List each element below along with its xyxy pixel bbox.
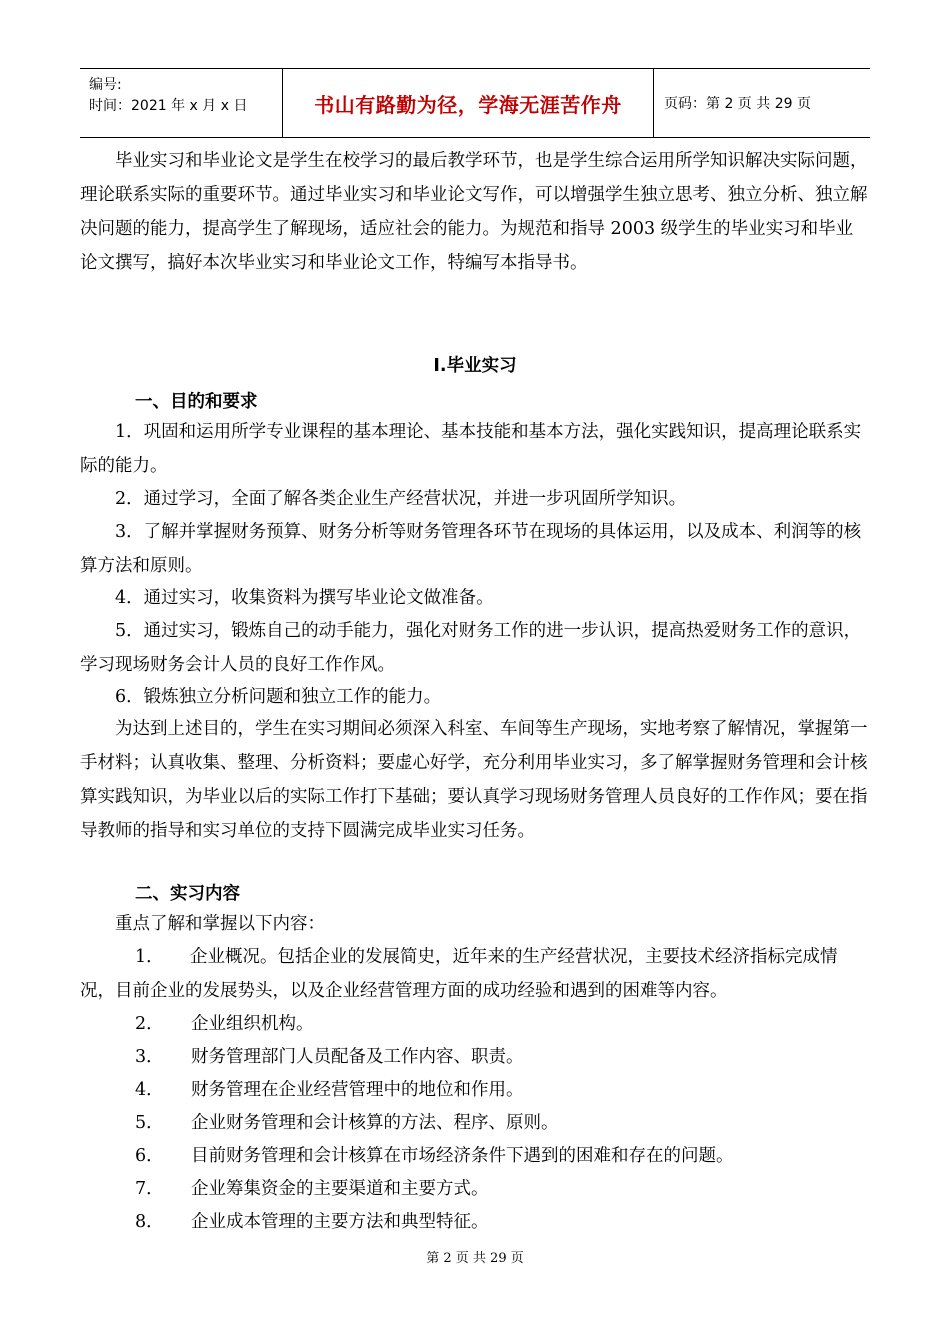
s1-item-5: 5．通过实习，锻炼自己的动手能力，强化对财务工作的进一步认识，提高热爱财务工作的意识，学习现场财务会计人员的良好工作作风。: [80, 621, 862, 675]
s2-lead: 重点了解和掌握以下内容：: [115, 914, 325, 934]
s2-item-5-num: 5．: [135, 1113, 164, 1133]
s2-item-4-text: 财务管理在企业经营管理中的地位和作用。: [191, 1080, 524, 1100]
s1-item-4: 4．通过实习，收集资料为撰写毕业论文做准备。: [115, 588, 494, 608]
intro-paragraph: 毕业实习和毕业论文是学生在校学习的最后教学环节，也是学生综合运用所学知识解决实际问题，理论联系实际的重要环节。通过毕业实习和毕业论文写作，可以增强学生独立思考、独立分析、独立解决问题的能力，提高学生了解现场，适应社会的能力。为规范和指导 2003 级学生的毕业实习和毕业论文撰写，搞好本次毕业实习和毕业论文工作，特编写本指导书。: [80, 151, 868, 273]
s1-item-1: 1．巩固和运用所学专业课程的基本理论、基本技能和基本方法，强化实践知识，提高理论联系实际的能力。: [80, 422, 862, 476]
s2-item-2-num: 2．: [135, 1014, 164, 1034]
page-header: [80, 68, 870, 138]
header-motto: 书山有路勤为径，学海无涯苦作舟: [283, 69, 654, 137]
s2-item-7-num: 7．: [135, 1179, 164, 1199]
s2-item-2: [135, 1007, 314, 1041]
s2-item-6: [135, 1139, 734, 1173]
s2-item-1-text: 企业概况。包括企业的发展简史，近年来的生产经营状况，主要技术经济指标完成情况，目前企业的发展势头，以及企业经营管理方面的成功经验和遇到的困难等内容。: [80, 947, 838, 1001]
s2-item-6-num: 6．: [135, 1146, 164, 1166]
s2-item-7: [135, 1172, 489, 1206]
s2-item-5-text: 企业财务管理和会计核算的方法、程序、原则。: [191, 1113, 559, 1133]
part-title: Ⅰ.毕业实习: [433, 356, 517, 376]
s2-item-8-num: 8．: [135, 1212, 164, 1232]
s2-item-7-text: 企业筹集资金的主要渠道和主要方式。: [191, 1179, 489, 1199]
s2-item-6-text: 目前财务管理和会计核算在市场经济条件下遇到的困难和存在的问题。: [191, 1146, 734, 1166]
s2-item-3-text: 财务管理部门人员配备及工作内容、职责。: [191, 1047, 524, 1067]
s1-item-2: 2．通过学习，全面了解各类企业生产经营状况，并进一步巩固所学知识。: [115, 489, 687, 509]
s2-item-8-text: 企业成本管理的主要方法和典型特征。: [191, 1212, 489, 1232]
s2-item-1: [80, 940, 870, 1008]
header-page-label: 页码：第 2 页 共 29 页: [664, 96, 811, 112]
s2-item-1-num: 1．: [135, 947, 164, 967]
serial-label: 编号:: [89, 77, 122, 93]
header-meta: [80, 69, 283, 137]
section2-heading: 二、实习内容: [135, 884, 240, 904]
s2-item-4: [135, 1073, 524, 1107]
s2-item-3: [135, 1040, 524, 1074]
s1-item-3: 3．了解并掌握财务预算、财务分析等财务管理各环节在现场的具体运用，以及成本、利润等的核算方法和原则。: [80, 522, 862, 576]
s1-item-6: 6．锻炼独立分析问题和独立工作的能力。: [115, 687, 442, 707]
s2-item-3-num: 3．: [135, 1047, 164, 1067]
section1-heading: 一、目的和要求: [135, 392, 258, 412]
s2-item-4-num: 4．: [135, 1080, 164, 1100]
page-footer: 第 2 页 共 29 页: [426, 1251, 524, 1266]
s2-item-5: [135, 1106, 559, 1140]
s2-item-2-text: 企业组织机构。: [191, 1014, 314, 1034]
s1-summary: 为达到上述目的，学生在实习期间必须深入科室、车间等生产现场，实地考察了解情况，掌握第一手材料；认真收集、整理、分析资料；要虚心好学，充分利用毕业实习，多了解掌握财务管理和会计核算实践知识，为毕业以后的实际工作打下基础；要认真学习现场财务管理人员良好的工作作风；要在指导教师的指导和实习单位的支持下圆满完成毕业实习任务。: [80, 719, 868, 841]
s2-item-8: [135, 1205, 489, 1239]
time-label: 时间：2021 年 x 月 x 日: [89, 98, 248, 114]
